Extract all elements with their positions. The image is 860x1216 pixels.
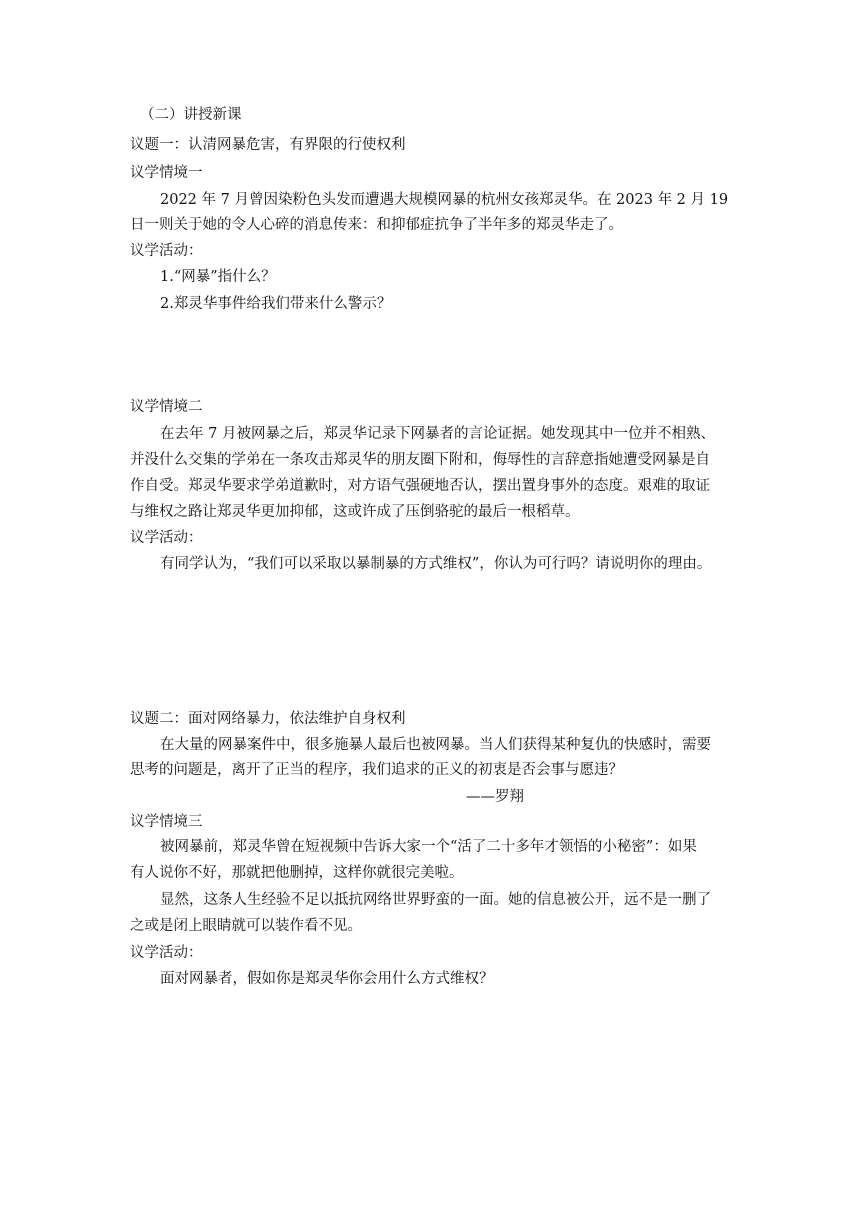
scenario2-paragraph-line-4: 与维权之路让郑灵华更加抑郁，这或许成了压倒骆驼的最后一根稻草。 [130, 504, 580, 520]
topic2-quote-line-1: 在大量的网暴案件中，很多施暴人最后也被网暴。当人们获得某种复仇的快感时，需要 [160, 737, 711, 753]
scenario1-label: 议学情境一 [130, 165, 203, 181]
section-heading: （二）讲授新课 [140, 107, 242, 123]
topic2-title: 议题二：面对网络暴力，依法维护自身权利 [130, 711, 406, 727]
scenario2-activity-label: 议学活动： [130, 530, 203, 546]
scenario2-paragraph-line-3: 作自受。郑灵华要求学弟道歉时，对方语气强硬地否认，摆出置身事外的态度。艰难的取证 [130, 478, 710, 494]
scenario2-paragraph-line-1: 在去年 7 月被网暴之后，郑灵华记录下网暴者的言论证据。她发现其中一位并不相熟、 [160, 426, 715, 442]
topic2-quote-line-2: 思考的问题是，离开了正当的程序，我们追求的正义的初衷是否会事与愿违？ [130, 762, 623, 778]
topic1-title: 议题一：认清网暴危害，有界限的行使权利 [130, 137, 406, 153]
scenario3-question: 面对网暴者，假如你是郑灵华你会用什么方式维权？ [160, 971, 494, 987]
scenario3-activity-label: 议学活动： [130, 945, 203, 961]
quote-attribution: ——罗翔 [466, 789, 524, 805]
scenario2-question: 有同学认为，“我们可以采取以暴制暴的方式维权”，你认为可行吗？请说明你的理由。 [160, 556, 712, 572]
scenario3-label: 议学情境三 [130, 814, 203, 830]
scenario1-question-1: 1.“网暴”指什么？ [160, 269, 276, 285]
scenario3-paragraph1-line-1: 被网暴前，郑灵华曾在短视频中告诉大家一个“活了二十多年才领悟的小秘密”：如果 [160, 839, 697, 855]
scenario1-question-2: 2.郑灵华事件给我们带来什么警示？ [160, 296, 392, 312]
scenario1-activity-label: 议学活动： [130, 243, 203, 259]
scenario3-paragraph1-line-2: 有人说你不好，那就把他删掉，这样你就很完美啦。 [130, 865, 464, 881]
scenario2-label: 议学情境二 [130, 399, 203, 415]
scenario1-paragraph-line-2: 日一则关于她的令人心碎的消息传来：和抑郁症抗争了半年多的郑灵华走了。 [130, 217, 623, 233]
scenario3-paragraph2-line-2: 之或是闭上眼睛就可以装作看不见。 [130, 918, 362, 934]
scenario2-paragraph-line-2: 并没什么交集的学弟在一条攻击郑灵华的朋友圈下附和，侮辱性的言辞意指她遭受网暴是自 [130, 452, 710, 468]
scenario1-paragraph-line-1: 2022 年 7 月曾因染粉色头发而遭遇大规模网暴的杭州女孩郑灵华。在 2023 年 2 月 19 [160, 192, 729, 208]
scenario3-paragraph2-line-1: 显然，这条人生经验不足以抵抗网络世界野蛮的一面。她的信息被公开，远不是一删了 [160, 892, 711, 908]
